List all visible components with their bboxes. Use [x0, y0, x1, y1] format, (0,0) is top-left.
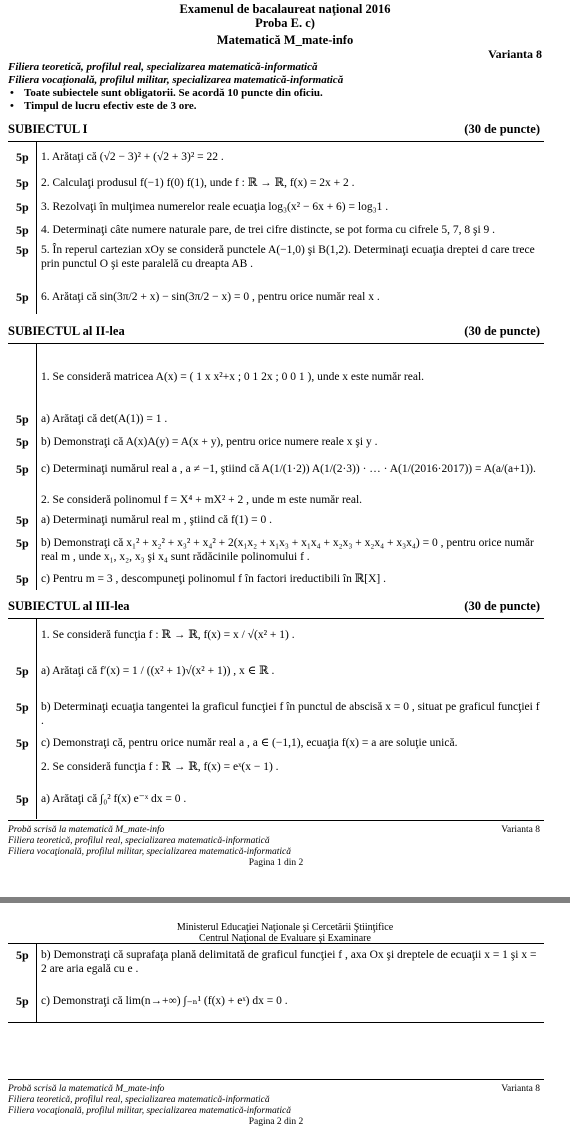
footer-filiera-1: Filiera teoretică, profilul real, specializarea matematică-informatică: [8, 836, 270, 846]
section-3-points: (30 de puncte): [464, 599, 540, 613]
problem-text: a) Arătaţi că ∫₀² f(x) e⁻ˣ dx = 0 .: [41, 793, 187, 805]
problem-text: 3. Rezolvaţi în mulţimea numerelor reale ecuaţia log₃(x² − 6x + 6) = log₃1 .: [41, 201, 389, 213]
page-2-footer: [8, 1084, 544, 1128]
problem-text: b) Demonstraţi că A(x)A(y) = A(x + y), pentru orice numere reale x şi y .: [41, 436, 378, 448]
section-2-header: [8, 324, 540, 340]
problem-text: c) Determinaţi numărul real a , a ≠ −1, ştiind că A(1/(1·2)) A(1/(2·3)) · … · A(1/(2016·2017)) = A(a/(a+1)).: [41, 463, 536, 475]
ministry-header: Ministerul Educaţiei Naţionale şi Cercetării Ştiinţifice: [176, 922, 394, 933]
footer-filiera-1: Filiera teoretică, profilul real, specializarea matematică-informatică: [8, 1095, 270, 1105]
section-1-points: (30 de puncte): [464, 122, 540, 136]
section-2-points: (30 de puncte): [464, 324, 540, 338]
footer-varianta: Varianta 8: [501, 825, 540, 835]
page-1-footer: [8, 825, 544, 869]
section-1-column-divider: [36, 142, 37, 314]
problem-text: 2. Se consideră funcţia f : ℝ → ℝ, f(x) = eˣ(x − 1) .: [41, 761, 279, 773]
section-1-rule: [8, 141, 544, 142]
footer-filiera-2: Filiera vocaţională, profilul militar, specializarea matematică-informatică: [8, 1106, 291, 1116]
section-2-title: SUBIECTUL al II-lea: [8, 324, 125, 338]
exam-subject: Matematică M_mate-info: [216, 33, 354, 47]
problem-text: 1. Arătaţi că (√2 − 3)² + (√2 + 3)² = 22 .: [41, 151, 224, 163]
page-2: [0, 905, 570, 1142]
instruction-item: • Toate subiectele sunt obligatorii. Se acordă 10 puncte din oficiu.: [8, 87, 323, 100]
points-label: 5p: [16, 700, 29, 714]
points-label: 5p: [16, 412, 29, 426]
footer-page-number: Pagina 1 din 2: [248, 858, 304, 868]
footer-rule: [8, 820, 544, 821]
exam-subtitle: Proba E. c): [255, 16, 315, 30]
problem-text: 5. În reperul cartezian xOy se consideră punctele A(−1,0) şi B(1,2). Determinaţi ecuaţia dreptei d care trece prin punctul O şi este paralelă cu dreapta AB .: [41, 244, 535, 271]
problem-text: 4. Determinaţi câte numere naturale pare, de trei cifre distincte, se pot forma cu cifrele 5, 7, 8 şi 9 .: [41, 224, 496, 236]
section-1-title: SUBIECTUL I: [8, 122, 88, 136]
section-3-column-divider: [36, 619, 37, 819]
points-label: 5p: [16, 994, 29, 1008]
instructions-list: [8, 87, 323, 113]
filiera-line-1: Filiera teoretică, profilul real, specializarea matematică-informatică: [8, 61, 318, 73]
section-3-title: SUBIECTUL al III-lea: [8, 599, 130, 613]
section-2-column-divider: [36, 344, 37, 590]
footer-page-number: Pagina 2 din 2: [248, 1117, 304, 1127]
problem-text: 1. Se consideră matricea A(x) = ( 1 x x²+x ; 0 1 2x ; 0 0 1 ), unde x este număr real.: [41, 371, 425, 383]
problem-text: c) Demonstraţi că, pentru orice număr real a , a ∈ (−1,1), ecuaţia f(x) = a are soluţie unică.: [41, 737, 458, 749]
instruction-item: • Timpul de lucru efectiv este de 3 ore.: [8, 100, 323, 113]
problem-text: c) Pentru m = 3 , descompuneţi polinomul f în factori ireductibili în ℝ[X] .: [41, 573, 386, 585]
problem-text: 2. Calculaţi produsul f(−1) f(0) f(1), unde f : ℝ → ℝ, f(x) = 2x + 2 .: [41, 177, 355, 189]
points-label: 5p: [16, 462, 29, 476]
footer-varianta: Varianta 8: [501, 1084, 540, 1094]
page-2-column-divider: [36, 944, 37, 1022]
page-separator: [0, 897, 570, 903]
points-label: 5p: [16, 513, 29, 527]
points-label: 5p: [16, 736, 29, 750]
center-header: Centrul Naţional de Evaluare şi Examinare: [199, 933, 371, 944]
section-3-rule: [8, 618, 544, 619]
problem-text: a) Arătaţi că f′(x) = 1 / ((x² + 1)√(x² + 1)) , x ∈ ℝ .: [41, 665, 275, 677]
points-label: 5p: [16, 200, 29, 214]
footer-exam-label: Probă scrisă la matematică M_mate-info: [8, 825, 165, 835]
footer-rule: [8, 1079, 544, 1080]
exam-title: Examenul de bacalaureat naţional 2016: [179, 2, 391, 16]
problem-text: a) Arătaţi că det(A(1)) = 1 .: [41, 413, 168, 425]
points-label: 5p: [16, 223, 29, 237]
points-label: 5p: [16, 536, 29, 550]
section-1-header: [8, 122, 540, 138]
points-label: 5p: [16, 435, 29, 449]
points-label: 5p: [16, 176, 29, 190]
problem-text: 1. Se consideră funcţia f : ℝ → ℝ, f(x) = x / √(x² + 1) .: [41, 629, 295, 641]
footer-filiera-2: Filiera vocaţională, profilul militar, specializarea matematică-informatică: [8, 847, 291, 857]
problem-text: 2. Se consideră polinomul f = X⁴ + mX² + 2 , unde m este număr real.: [41, 494, 363, 506]
points-label: 5p: [16, 948, 29, 962]
section-3-header: [8, 599, 540, 615]
page-2-header-rule: [8, 943, 544, 944]
points-label: 5p: [16, 792, 29, 806]
problem-text: b) Demonstraţi că suprafaţa plană delimitată de graficul funcţiei f , axa Ox şi dreptele de ecuaţii x = 1 şi x = 2 are aria egală cu e .: [41, 949, 537, 976]
points-label: 5p: [16, 664, 29, 678]
points-label: 5p: [16, 150, 29, 164]
page-2-bottom-rule: [8, 1022, 544, 1023]
points-label: 5p: [16, 243, 29, 257]
footer-exam-label: Probă scrisă la matematică M_mate-info: [8, 1084, 165, 1094]
varianta-label: Varianta 8: [488, 47, 542, 61]
points-label: 5p: [16, 572, 29, 586]
filiera-line-2: Filiera vocaţională, profilul militar, specializarea matematică-informatică: [8, 74, 344, 86]
section-2-rule: [8, 343, 544, 344]
problem-text: b) Demonstraţi că x₁² + x₂² + x₃² + x₄² + 2(x₁x₂ + x₁x₃ + x₁x₄ + x₂x₃ + x₂x₄ + x₃x₄) = 0 , pentru orice număr real m , unde x₁, x₂, x₃ şi x₄ sunt rădăcinile polinomului f .: [41, 537, 534, 564]
problem-text: a) Determinaţi numărul real m , ştiind că f(1) = 0 .: [41, 514, 272, 526]
problem-text: 6. Arătaţi că sin(3π/2 + x) − sin(3π/2 − x) = 0 , pentru orice număr real x .: [41, 291, 380, 303]
problem-text: c) Demonstraţi că lim(n→+∞) ∫₋ₙ¹ (f(x) + eˣ) dx = 0 .: [41, 995, 288, 1007]
problem-text: b) Determinaţi ecuaţia tangentei la graficul funcţiei f în punctul de abscisă x = 0 , situat pe graficul funcţiei f .: [41, 701, 540, 728]
points-label: 5p: [16, 290, 29, 304]
